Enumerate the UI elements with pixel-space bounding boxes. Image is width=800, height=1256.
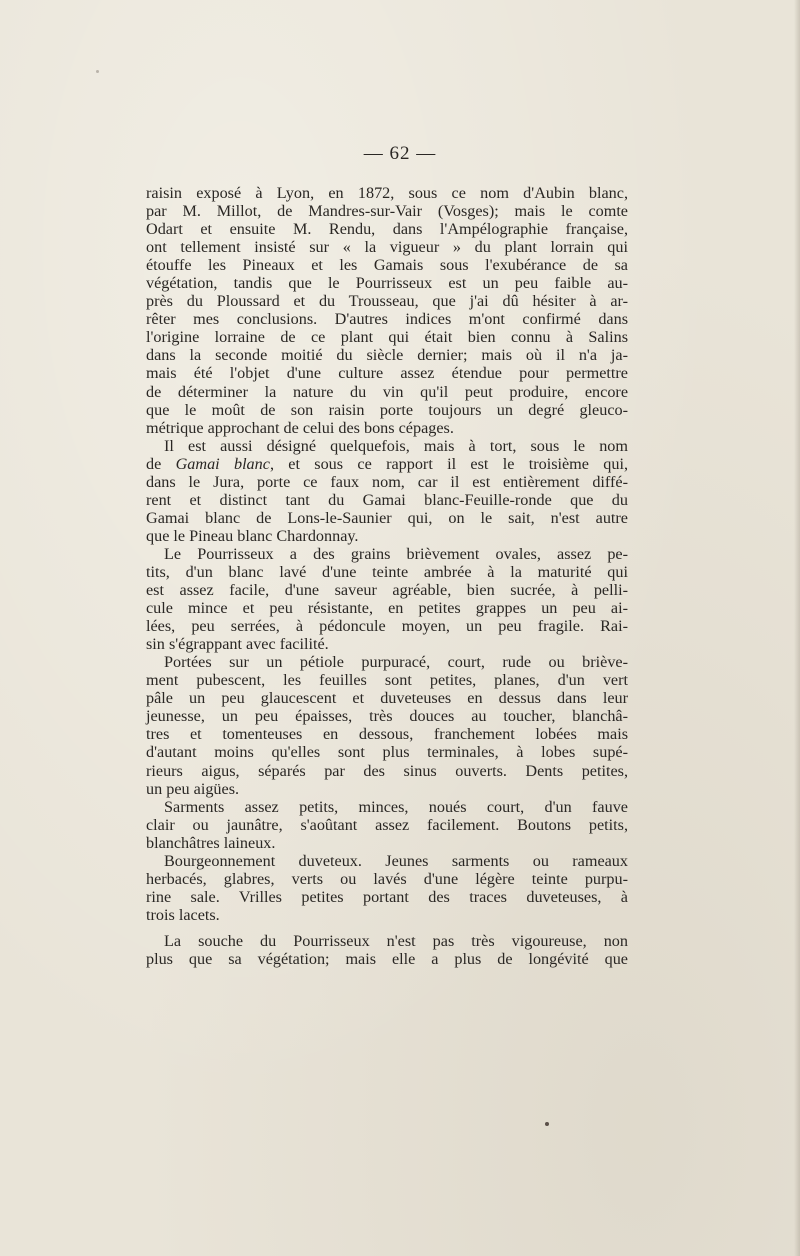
text-line: rent et distinct tant du Gamai blanc-Feuille-ronde que du bbox=[146, 490, 628, 509]
text-line: Bourgeonnement duveteux. Jeunes sarments ou rameaux bbox=[164, 851, 628, 870]
text-line: Sarments assez petits, minces, noués court, d'un fauve bbox=[164, 797, 628, 816]
text-line: trois lacets. bbox=[146, 905, 220, 924]
text-line: ont tellement insisté sur « la vigueur » du plant lorrain qui bbox=[146, 238, 628, 257]
text-line: ment pubescent, les feuilles sont petites, planes, d'un vert bbox=[146, 671, 628, 690]
paragraph-gap bbox=[146, 924, 628, 932]
text-line: herbacés, glabres, verts ou lavés d'une légère teinte purpu- bbox=[146, 869, 628, 888]
text-line: un peu aigües. bbox=[146, 779, 240, 798]
text-line: que le moût de son raisin porte toujours un degré gleuco- bbox=[146, 400, 628, 419]
text-line: Portées sur un pétiole purpuracé, court, rude ou briève- bbox=[164, 653, 628, 672]
text-line: sin s'égrappant avec facilité. bbox=[146, 635, 329, 654]
text-line: jeunesse, un peu épaisses, très douces au toucher, blanchâ- bbox=[146, 707, 628, 726]
text-line bbox=[146, 455, 628, 473]
text-line: étouffe les Pineaux et les Gamais sous l'exubérance de sa bbox=[146, 256, 628, 275]
text-line: par M. Millot, de Mandres-sur-Vair (Vosges); mais le comte bbox=[146, 202, 628, 221]
text-line: végétation, tandis que le Pourrisseux est un peu faible au- bbox=[146, 274, 628, 293]
text-line: Gamai blanc de Lons-le-Saunier qui, on le sait, n'est autre bbox=[146, 508, 628, 527]
text-line: raisin exposé à Lyon, en 1872, sous ce nom d'Aubin blanc, bbox=[146, 184, 628, 202]
text-line: clair ou jaunâtre, s'aoûtant assez facilement. Boutons petits, bbox=[146, 815, 628, 834]
text-line: l'origine lorraine de ce plant qui était bien connu à Salins bbox=[146, 328, 628, 347]
text-line: lées, peu serrées, à pédoncule moyen, un peu fragile. Rai- bbox=[146, 617, 628, 636]
ink-speck bbox=[96, 70, 99, 73]
text-line: près du Ploussard et du Trousseau, que j'ai dû hésiter à ar- bbox=[146, 292, 628, 311]
text-line: plus que sa végétation; mais elle a plus de longévité que bbox=[146, 949, 628, 968]
text-line: pâle un peu glaucescent et duveteuses en dessus dans leur bbox=[146, 689, 628, 708]
text-line: Le Pourrisseux a des grains brièvement ovales, assez pe- bbox=[164, 544, 628, 563]
text-fragment: de bbox=[146, 454, 176, 473]
text-line: mais été l'objet d'une culture assez étendue pour permettre bbox=[146, 364, 628, 383]
text-line: d'autant moins qu'elles sont plus terminales, à lobes supé- bbox=[146, 743, 628, 762]
text-line: tres et tomenteuses en dessous, franchement lobées mais bbox=[146, 725, 628, 744]
text-line: que le Pineau blanc Chardonnay. bbox=[146, 526, 359, 545]
ink-speck bbox=[545, 1122, 549, 1126]
text-line: blanchâtres laineux. bbox=[146, 833, 276, 852]
text-line: tits, d'un blanc lavé d'une teinte ambrée à la maturité qui bbox=[146, 562, 628, 581]
text-line: rieurs aigus, séparés par des sinus ouverts. Dents petites, bbox=[146, 761, 628, 780]
text-line: métrique approchant de celui des bons cépages. bbox=[146, 418, 454, 437]
page-number: — 62 — bbox=[363, 143, 437, 164]
text-line: rêter mes conclusions. D'autres indices m'ont confirmé dans bbox=[146, 310, 628, 329]
text-line: dans le Jura, porte ce faux nom, car il est entièrement diffé- bbox=[146, 472, 628, 491]
text-line: Il est aussi désigné quelquefois, mais à tort, sous le nom bbox=[164, 436, 628, 455]
text-line: rine sale. Vrilles petites portant des traces duveteuses, à bbox=[146, 887, 628, 906]
body-text bbox=[146, 184, 628, 968]
text-line: Odart et ensuite M. Rendu, dans l'Ampélographie française, bbox=[146, 220, 628, 239]
text-line: cule mince et peu résistante, en petites grappes un peu ai- bbox=[146, 599, 628, 618]
text-line: est assez facile, d'une saveur agréable, bien sucrée, à pelli- bbox=[146, 581, 628, 600]
page-edge-shadow bbox=[794, 0, 800, 1256]
italic-term: Gamai blanc bbox=[175, 454, 270, 473]
text-fragment: , et sous ce rapport il est le troisième qui, bbox=[269, 454, 628, 473]
text-line: de déterminer la nature du vin qu'il peut produire, encore bbox=[146, 382, 628, 401]
text-line: La souche du Pourrisseux n'est pas très vigoureuse, non bbox=[164, 931, 628, 950]
text-line: dans la seconde moitié du siècle dernier; mais où il n'a ja- bbox=[146, 346, 628, 365]
